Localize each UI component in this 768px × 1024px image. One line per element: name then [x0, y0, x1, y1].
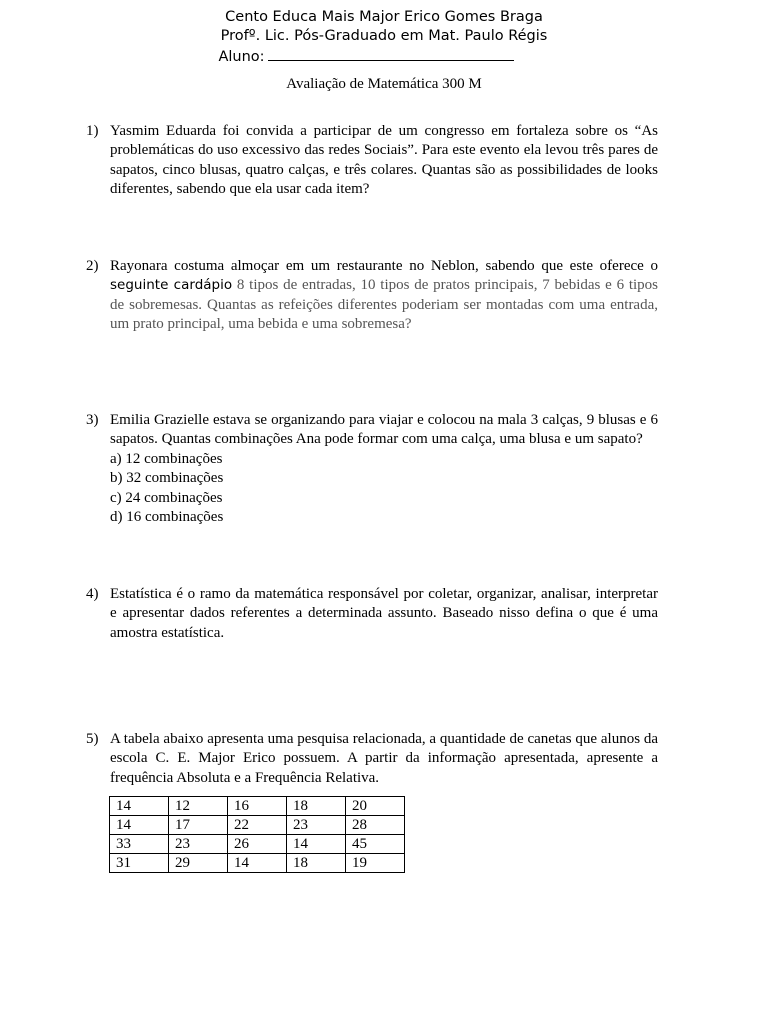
document-header — [0, 8, 768, 67]
student-label: Aluno: — [218, 49, 265, 65]
table-cell: 16 — [228, 797, 287, 816]
table-row — [110, 797, 405, 816]
table-row — [110, 854, 405, 873]
table-cell: 14 — [110, 816, 169, 835]
table-cell: 18 — [287, 797, 346, 816]
table-row — [110, 816, 405, 835]
question-number: 3) — [86, 412, 99, 428]
table-cell: 26 — [228, 835, 287, 854]
table-cell: 14 — [228, 854, 287, 873]
answer-option-a: a) 12 combinações — [110, 450, 223, 467]
teacher-name: Profº. Lic. Pós-Graduado em Mat. Paulo Régis — [220, 28, 548, 44]
table-cell: 12 — [169, 797, 228, 816]
question-2 — [86, 257, 658, 335]
question-5 — [86, 730, 658, 788]
table-cell: 20 — [346, 797, 405, 816]
table-cell: 18 — [287, 854, 346, 873]
table-cell: 22 — [228, 816, 287, 835]
question-number: 5) — [86, 731, 99, 747]
school-name: Cento Educa Mais Major Erico Gomes Braga — [225, 9, 543, 25]
answer-option-b: b) 32 combinações — [110, 470, 224, 487]
table-row — [110, 835, 405, 854]
question-text-block — [110, 411, 658, 527]
question-number: 4) — [86, 586, 99, 602]
table-cell: 28 — [346, 816, 405, 835]
question-text: A tabela abaixo apresenta uma pesquisa relacionada, a quantidade de canetas que alunos da escola C. E. Major Erico possuem. A partir da informação apresentada, apresente a frequência Absoluta e a Frequência Relativa. — [110, 731, 658, 786]
student-name-blank[interactable] — [268, 46, 514, 61]
question-text: Yasmim Eduarda foi convida a participar de um congresso em fortaleza sobre os “As problemáticas do uso excessivo das redes Sociais”. Para este evento ela levou três pares de sapatos, cinco blusas, quatro calças, e três colares. Quantas são as possibilidades de looks diferentes, sabendo que ela usar cada item? — [110, 123, 658, 198]
question-4 — [86, 585, 658, 643]
question-text-part-b: seguinte cardápio — [110, 277, 233, 294]
student-name-line — [0, 46, 750, 67]
table-cell: 23 — [287, 816, 346, 835]
question-text: Emilia Grazielle estava se organizando para viajar e colocou na mala 3 calças, 9 blusas e 6 sapatos. Quantas combinações Ana pode formar com uma calça, uma blusa e um sapato? — [110, 412, 658, 448]
table-cell: 23 — [169, 835, 228, 854]
table-cell: 17 — [169, 816, 228, 835]
table-cell: 45 — [346, 835, 405, 854]
question-number: 2) — [86, 258, 99, 274]
question-text — [110, 257, 658, 335]
table-cell: 33 — [110, 835, 169, 854]
answer-option-d: d) 16 combinações — [110, 509, 224, 526]
question-text-part-c: 8 tipos de entradas, 10 tipos de pratos principais, 7 bebidas e 6 tipos de sobremesas. Quantas as refeições diferentes poderiam ser montadas com uma entrada, um prato principal, uma bebida e uma sobremesa? — [110, 277, 659, 333]
table-cell: 31 — [110, 854, 169, 873]
table-cell: 29 — [169, 854, 228, 873]
table-cell: 14 — [110, 797, 169, 816]
table-cell: 14 — [287, 835, 346, 854]
pens-data-table — [109, 796, 405, 873]
question-text-part-a: Rayonara costuma almoçar em um restaurante no Neblon, sabendo que este oferece o — [110, 258, 658, 274]
question-1 — [86, 122, 658, 200]
answer-option-c: c) 24 combinações — [110, 489, 223, 506]
question-text: Estatística é o ramo da matemática responsável por coletar, organizar, analisar, interpretar e apresentar dados referentes a determinada assunto. Baseado nisso defina o que é uma amostra estatística. — [110, 586, 658, 641]
exam-title: Avaliação de Matemática 300 M — [286, 76, 482, 92]
table-cell: 19 — [346, 854, 405, 873]
question-3 — [86, 411, 658, 527]
question-number: 1) — [86, 123, 99, 139]
